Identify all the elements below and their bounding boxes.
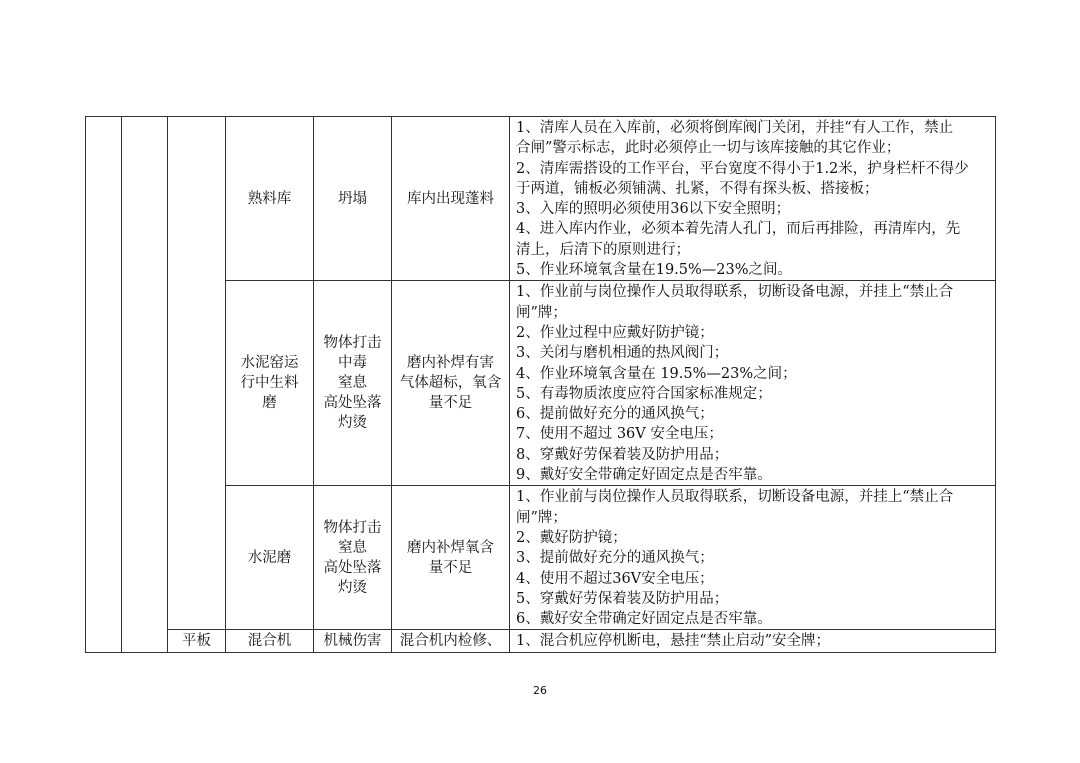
cause-line: 量不足	[428, 559, 473, 576]
hazard-line: 窒息	[338, 539, 367, 556]
category-cell	[168, 117, 226, 630]
location-line: 行中生料	[240, 375, 299, 392]
measure-line: 2、戴好防护镜；	[516, 529, 627, 546]
measures-cell	[510, 486, 996, 630]
measure-line: 5、穿戴好劳保着装及防护用品；	[516, 590, 729, 607]
measure-line: 6、戴好安全带确定好固定点是否牢靠。	[516, 611, 772, 628]
measures-cell	[510, 281, 996, 486]
hazard-table	[85, 116, 996, 653]
measure-line: 9、戴好安全带确定好固定点是否牢靠。	[516, 467, 772, 484]
hazard-line: 物体打击	[323, 335, 382, 352]
measure-line: 8、穿戴好劳保着装及防护用品；	[516, 446, 729, 463]
measure-line: 于两道，铺板必须铺满、扎紧，不得有探头板、搭接板；	[516, 180, 879, 197]
measure-line: 4、作业环境氧含量在 19.5%—23%之间；	[516, 365, 797, 382]
blank-column-2	[122, 117, 168, 653]
measure-line: 4、使用不超过36V安全电压；	[516, 570, 714, 587]
measure-line: 1、混合机应停机断电，悬挂“禁止启动”安全牌；	[516, 633, 831, 650]
hazard-cell: 坍塌	[314, 117, 392, 281]
hazard-line: 灼烫	[338, 415, 367, 432]
measure-line: 1、作业前与岗位操作人员取得联系，切断设备电源，并挂上“禁止合	[516, 489, 954, 506]
location-cell: 混合机	[226, 630, 314, 652]
cause-cell	[392, 486, 510, 630]
measure-line: 闸”牌；	[516, 304, 567, 321]
hazard-cell: 机械伤害	[314, 630, 392, 652]
hazard-cell	[314, 281, 392, 486]
cause-cell: 混合机内检修、	[392, 630, 510, 652]
hazard-cell	[314, 486, 392, 630]
measure-line: 1、清库人员在入库前，必须将倒库阀门关闭，并挂“有人工作，禁止	[516, 120, 954, 136]
measures-cell	[510, 630, 996, 652]
measure-line: 5、作业环境氧含量在19.5%—23%之间。	[516, 262, 793, 279]
measure-line: 7、使用不超过 36V 安全电压；	[516, 426, 723, 443]
measure-line: 清上，后清下的原则进行；	[516, 241, 690, 258]
location-cell	[226, 281, 314, 486]
cause-line: 磨内补焊有害	[407, 355, 494, 372]
hazard-line: 高处坠落	[323, 559, 382, 576]
measure-line: 5、有毒物质浓度应符合国家标准规定；	[516, 385, 772, 402]
cause-cell: 库内出现蓬料	[392, 117, 510, 281]
cause-line: 气体超标，氧含	[399, 375, 502, 392]
measure-line: 3、提前做好充分的通风换气；	[516, 550, 714, 567]
table-row	[86, 117, 996, 281]
cause-cell	[392, 281, 510, 486]
measure-line: 3、关闭与磨机相通的热风阀门；	[516, 345, 729, 362]
measure-line: 2、清库需搭设的工作平台，平台宽度不得小于1.2米，护身栏杆不得少	[516, 160, 969, 177]
measure-line: 合闸”警示标志，此时必须停止一切与该库接触的其它作业；	[516, 140, 901, 157]
page-number: 26	[533, 684, 547, 697]
blank-column-1	[86, 117, 122, 653]
hazard-line: 中毒	[338, 355, 367, 372]
measure-line: 2、作业过程中应戴好防护镜；	[516, 324, 714, 341]
measure-line: 1、作业前与岗位操作人员取得联系，切断设备电源，并挂上“禁止合	[516, 284, 954, 301]
measure-line: 3、入库的照明必须使用36以下安全照明；	[516, 201, 791, 218]
cause-line: 磨内补焊氧含	[407, 539, 494, 556]
measure-line: 4、进入库内作业，必须本着先清人孔门，而后再排险，再清库内，先	[516, 221, 961, 238]
location-cell: 水泥磨	[226, 486, 314, 630]
measure-line: 闸”牌；	[516, 509, 567, 526]
hazard-line: 灼烫	[338, 579, 367, 596]
location-cell: 熟料库	[226, 117, 314, 281]
table-row	[86, 630, 996, 652]
location-line: 磨	[262, 395, 277, 412]
location-line: 水泥窑运	[240, 355, 299, 372]
cause-line: 量不足	[428, 395, 473, 412]
hazard-line: 窒息	[338, 375, 367, 392]
measures-cell	[510, 117, 996, 281]
category-cell: 平板	[168, 630, 226, 652]
hazard-line: 高处坠落	[323, 395, 382, 412]
measure-line: 6、提前做好充分的通风换气；	[516, 406, 714, 423]
hazard-line: 物体打击	[323, 519, 382, 536]
